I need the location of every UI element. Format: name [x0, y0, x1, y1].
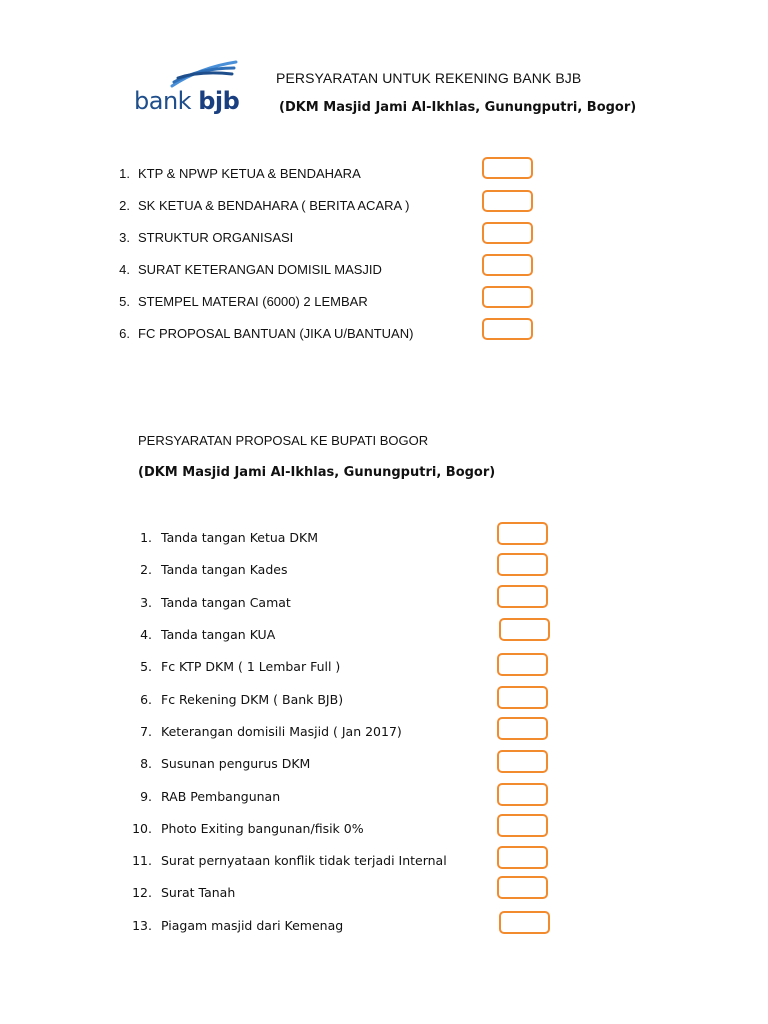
- list-item: [130, 530, 318, 545]
- checkbox-13[interactable]: [497, 717, 548, 740]
- list-item: [108, 262, 382, 277]
- item-label: FC PROPOSAL BANTUAN (JIKA U/BANTUAN): [138, 326, 414, 341]
- checkbox-8[interactable]: [497, 553, 548, 576]
- list-item: [108, 198, 409, 213]
- list-item: [130, 627, 275, 642]
- list-item: [130, 724, 402, 739]
- checkbox-3[interactable]: [482, 222, 533, 244]
- logo-word-bank: bank: [134, 87, 192, 115]
- item-number: 1.: [119, 166, 130, 181]
- list-item: [130, 756, 310, 771]
- logo-text: [134, 87, 239, 115]
- item-label: Keterangan domisili Masjid ( Jan 2017): [161, 724, 402, 739]
- item-number: 2.: [140, 562, 152, 577]
- checkbox-16[interactable]: [497, 814, 548, 837]
- checkbox-5[interactable]: [482, 286, 533, 308]
- item-label: Tanda tangan Ketua DKM: [161, 530, 319, 545]
- section2-title: PERSYARATAN PROPOSAL KE BUPATI BOGOR: [138, 433, 429, 448]
- item-label: Fc Rekening DKM ( Bank BJB): [161, 692, 344, 707]
- item-number: 13.: [132, 918, 152, 933]
- item-number: 5.: [140, 659, 152, 674]
- item-label: Tanda tangan Camat: [161, 595, 291, 610]
- bank-bjb-logo: [134, 60, 244, 120]
- list-item: [108, 294, 368, 309]
- logo-word-bjb: bjb: [198, 87, 240, 115]
- item-number: 3.: [140, 595, 152, 610]
- checkbox-15[interactable]: [497, 783, 548, 806]
- item-number: 1.: [140, 530, 152, 545]
- checkbox-19[interactable]: [499, 911, 550, 934]
- item-number: 7.: [140, 724, 152, 739]
- list-item: [130, 853, 447, 868]
- checkbox-1[interactable]: [482, 157, 533, 179]
- item-label: Tanda tangan Kades: [161, 562, 288, 577]
- item-number: 2.: [119, 198, 130, 213]
- item-number: 10.: [132, 821, 152, 836]
- checkbox-7[interactable]: [497, 522, 548, 545]
- checkbox-11[interactable]: [497, 653, 548, 676]
- logo-swoosh-icon: [170, 60, 240, 88]
- item-number: 4.: [119, 262, 130, 277]
- item-label: STEMPEL MATERAI (6000) 2 LEMBAR: [138, 294, 368, 309]
- item-number: 6.: [140, 692, 152, 707]
- list-item: [130, 789, 280, 804]
- item-label: Susunan pengurus DKM: [161, 756, 311, 771]
- item-number: 4.: [140, 627, 152, 642]
- item-label: Photo Exiting bangunan/fisik 0%: [161, 821, 364, 836]
- checkbox-4[interactable]: [482, 254, 533, 276]
- list-item: [130, 659, 340, 674]
- list-item: [130, 918, 343, 933]
- item-number: 6.: [119, 326, 130, 341]
- checkbox-14[interactable]: [497, 750, 548, 773]
- list-item: [108, 230, 293, 245]
- item-number: 8.: [140, 756, 152, 771]
- item-label: KTP & NPWP KETUA & BENDAHARA: [138, 166, 361, 181]
- section1-subtitle: (DKM Masjid Jami Al-Ikhlas, Gunungputri, Bogor): [279, 100, 637, 115]
- item-label: Tanda tangan KUA: [161, 627, 276, 642]
- checkbox-9[interactable]: [497, 585, 548, 608]
- item-label: STRUKTUR ORGANISASI: [138, 230, 294, 245]
- list-item: [108, 326, 413, 341]
- checkbox-10[interactable]: [499, 618, 550, 641]
- list-item: [130, 595, 291, 610]
- item-label: Surat pernyataan konflik tidak terjadi Internal: [161, 853, 447, 868]
- list-item: [130, 885, 235, 900]
- item-number: 9.: [140, 789, 152, 804]
- item-label: Piagam masjid dari Kemenag: [161, 918, 344, 933]
- item-number: 3.: [119, 230, 130, 245]
- item-number: 5.: [119, 294, 130, 309]
- list-item: [108, 166, 361, 181]
- item-label: Surat Tanah: [161, 885, 236, 900]
- checkbox-17[interactable]: [497, 846, 548, 869]
- list-item: [130, 692, 343, 707]
- item-label: SK KETUA & BENDAHARA ( BERITA ACARA ): [138, 198, 410, 213]
- item-number: 12.: [132, 885, 152, 900]
- item-label: Fc KTP DKM ( 1 Lembar Full ): [161, 659, 341, 674]
- item-label: RAB Pembangunan: [161, 789, 281, 804]
- checkbox-18[interactable]: [497, 876, 548, 899]
- item-number: 11.: [132, 853, 152, 868]
- item-label: SURAT KETERANGAN DOMISIL MASJID: [138, 262, 382, 277]
- checkbox-12[interactable]: [497, 686, 548, 709]
- checkbox-2[interactable]: [482, 190, 533, 212]
- section2-subtitle: (DKM Masjid Jami Al-Ikhlas, Gunungputri, Bogor): [138, 465, 496, 480]
- list-item: [130, 821, 364, 836]
- list-item: [130, 562, 287, 577]
- section1-title: PERSYARATAN UNTUK REKENING BANK BJB: [276, 70, 582, 86]
- checkbox-6[interactable]: [482, 318, 533, 340]
